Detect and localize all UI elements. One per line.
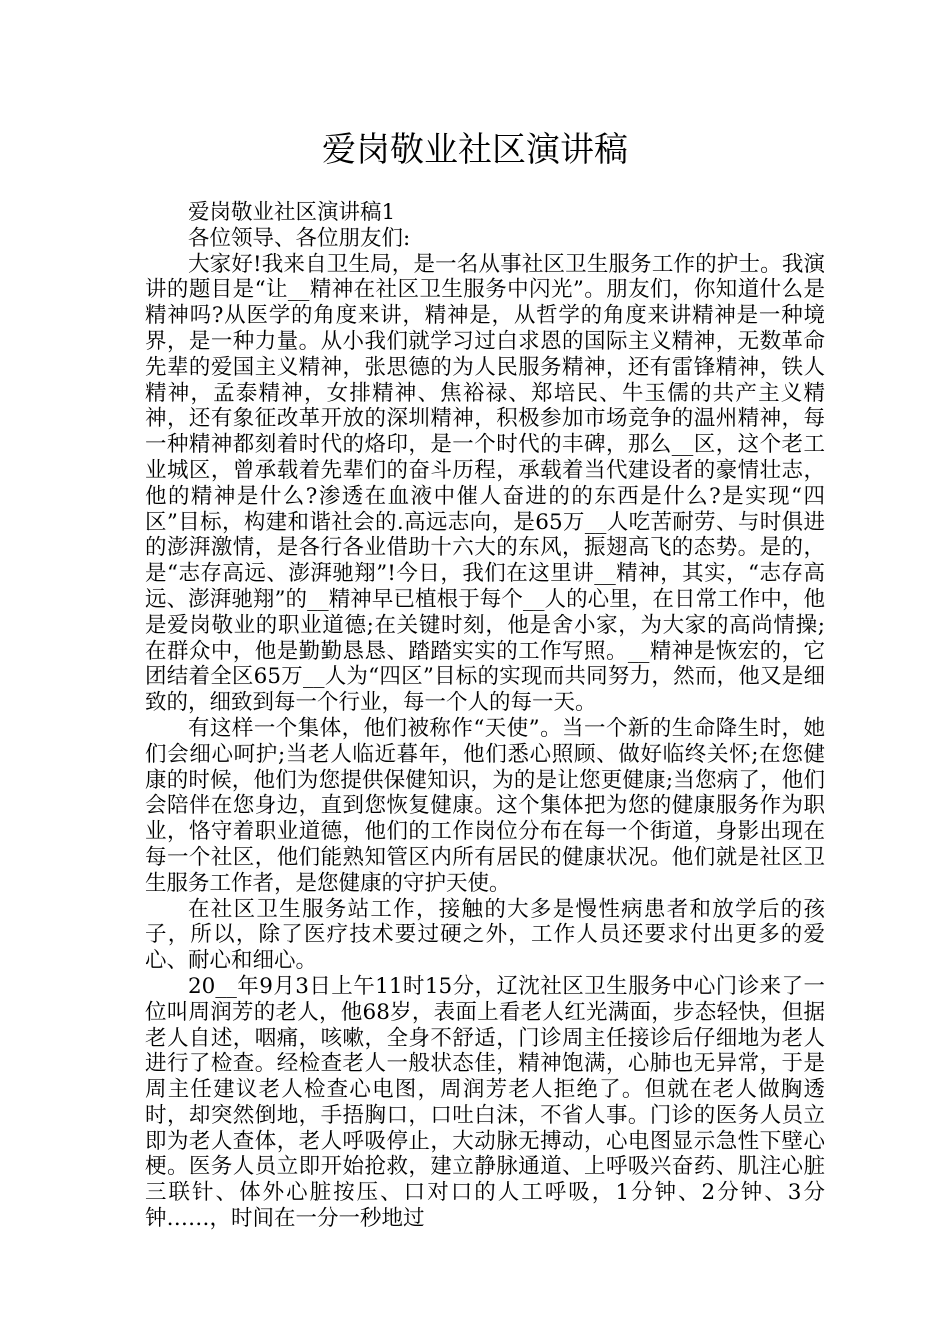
document-body xyxy=(145,200,825,1232)
body-paragraph: 有这样一个集体，他们被称作“天使”。当一个新的生命降生时，她们会细心呵护;当老人临近暮年，他们悉心照顾、做好临终关怀;在您健康的时候，他们为您提供保健知识，为的是让您更健康;当您病了，他们会陪伴在您身边，直到您恢复健康。这个集体把为您的健康服务作为职业，恪守着职业道德，他们的工作岗位分布在每一个街道，身影出现在每一个社区，他们能熟知管区内所有居民的健康状况。他们就是社区卫生服务工作者，是您健康的守护天使。 xyxy=(145,715,825,896)
body-paragraph: 20__年9月3日上午11时15分，辽沈社区卫生服务中心门诊来了一位叫周润芳的老人，他68岁，表面上看老人红光满面，步态轻快，但据老人自述，咽痛，咳嗽，全身不舒适，门诊周主任接诊后仔细地为老人进行了检查。经检查老人一般状态佳，精神饱满，心肺也无异常，于是周主任建议老人检查心电图，周润芳老人拒绝了。但就在老人做胸透时，却突然倒地，手捂胸口，口吐白沫，不省人事。门诊的医务人员立即为老人查体，老人呼吸停止，大动脉无搏动，心电图显示急性下壁心梗。医务人员立即开始抢救，建立静脉通道、上呼吸兴奋药、肌注心脏三联针、体外心脏按压、口对口的人工呼吸，1分钟、2分钟、3分钟……，时间在一分一秒地过 xyxy=(145,973,825,1232)
document-title: 爱岗敬业社区演讲稿 xyxy=(322,130,628,170)
body-paragraph: 大家好!我来自卫生局，是一名从事社区卫生服务工作的护士。我演讲的题目是“让__精神在社区卫生服务中闪光”。朋友们，你知道什么是精神吗?从医学的角度来讲，精神是，从哲学的角度来讲精神是一种境界，是一种力量。从小我们就学习过白求恩的国际主义精神，无数革命先辈的爱国主义精神，张思德的为人民服务精神，还有雷锋精神，铁人精神，孟泰精神，女排精神、焦裕禄、郑培民、牛玉儒的共产主义精神，还有象征改革开放的深圳精神，积极参加市场竞争的温州精神，每一种精神都刻着时代的烙印，是一个时代的丰碑，那么__区，这个老工业城区，曾承载着先辈们的奋斗历程，承载着当代建设者的豪情壮志，他的精神是什么?渗透在血液中催人奋进的的东西是什么?是实现“四区”目标，构建和谐社会的.高远志向，是65万__人吃苦耐劳、与时俱进的澎湃激情，是各行各业借助十六大的东风，振翅高飞的态势。是的，是“志存高远、澎湃驰翔”!今日，我们在这里讲__精神，其实，“志存高远、澎湃驰翔”的__精神早已植根于每个__人的心里，在日常工作中，他是爱岗敬业的职业道德;在关键时刻，他是舍小家，为大家的高尚情操;在群众中，他是勤勤恳恳、踏踏实实的工作写照。__精神是恢宏的，它团结着全区65万__人为“四区”目标的实现而共同努力，然而，他又是细致的，细致到每一个行业，每一个人的每一天。 xyxy=(145,251,825,716)
body-paragraph: 在社区卫生服务站工作，接触的大多是慢性病患者和放学后的孩子，所以，除了医疗技术要过硬之外，工作人员还要求付出更多的爱心、耐心和细心。 xyxy=(145,896,825,974)
greeting-line: 各位领导、各位朋友们: xyxy=(188,225,411,251)
document-subtitle: 爱岗敬业社区演讲稿1 xyxy=(188,200,396,225)
